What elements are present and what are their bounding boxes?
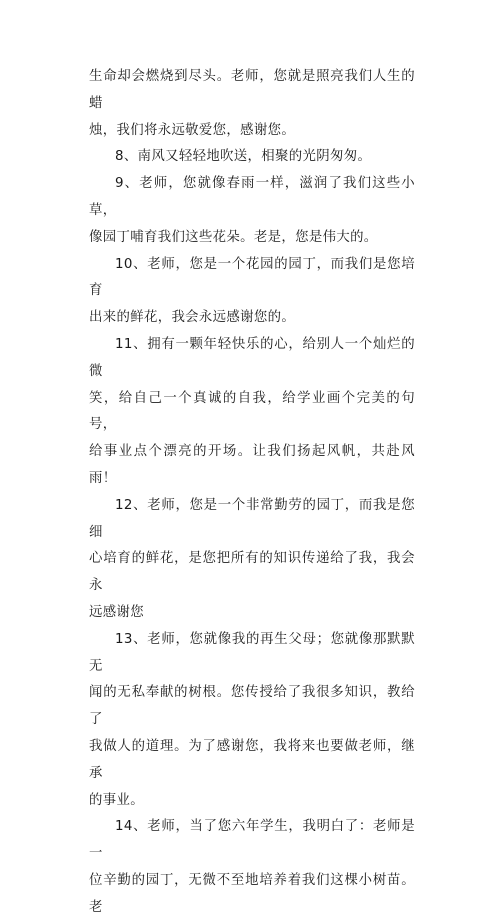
paragraph-13 [89,627,415,815]
text-line: 心培育的鲜花，是您把所有的知识传递给了我，我会永 [89,551,415,594]
text-line: 给事业点个漂亮的开场。让我们扬起风帆，共赴风雨！ [89,444,415,486]
paragraph-11 [89,332,415,493]
text-line: 位辛勤的园丁，无微不至地培养着我们这棵小树苗。老 [89,872,415,915]
paragraph-continuation [89,64,415,144]
paragraph-10 [89,252,415,332]
text-line: 的事业。 [89,792,144,808]
text-line: 14、老师，当了您六年学生，我明白了：老师是一 [89,819,415,862]
paragraph-8 [89,144,415,171]
text-line: 11、拥有一颗年轻快乐的心，给别人一个灿烂的微 [89,336,415,379]
paragraph-14 [89,814,415,921]
paragraph-12 [89,493,415,627]
text-line: 生命却会燃烧到尽头。老师，您就是照亮我们人生的蜡 [89,69,415,111]
text-line: 12、老师，您是一个非常勤劳的园丁，而我是您细 [89,497,415,540]
text-line: 9、老师，您就像春雨一样，滋润了我们这些小草， [89,176,415,218]
text-line: 笑，给自己一个真诚的自我，给学业画个完美的句号， [89,390,415,433]
text-line: 出来的鲜花，我会永远感谢您的。 [89,310,296,326]
text-line: 像园丁哺育我们这些花朵。老是，您是伟大的。 [89,229,378,245]
text-line: 我做人的道理。为了感谢您，我将来也要做老师，继承 [89,738,415,781]
text-line: 烛，我们将永远敬爱您，感谢您。 [89,122,296,138]
text-line: 13、老师，您就像我的再生父母；您就像那默默无 [89,631,415,674]
text-line: 闻的无私奉献的树根。您传授给了我很多知识，教给了 [89,685,415,728]
paragraph-9 [89,171,415,251]
document-page [89,64,415,922]
text-line: 10、老师，您是一个花园的园丁，而我们是您培育 [89,256,415,299]
text-line: 远感谢您 [89,604,144,620]
text-line: 8、南风又轻轻地吹送，相聚的光阴匆匆。 [115,149,372,165]
